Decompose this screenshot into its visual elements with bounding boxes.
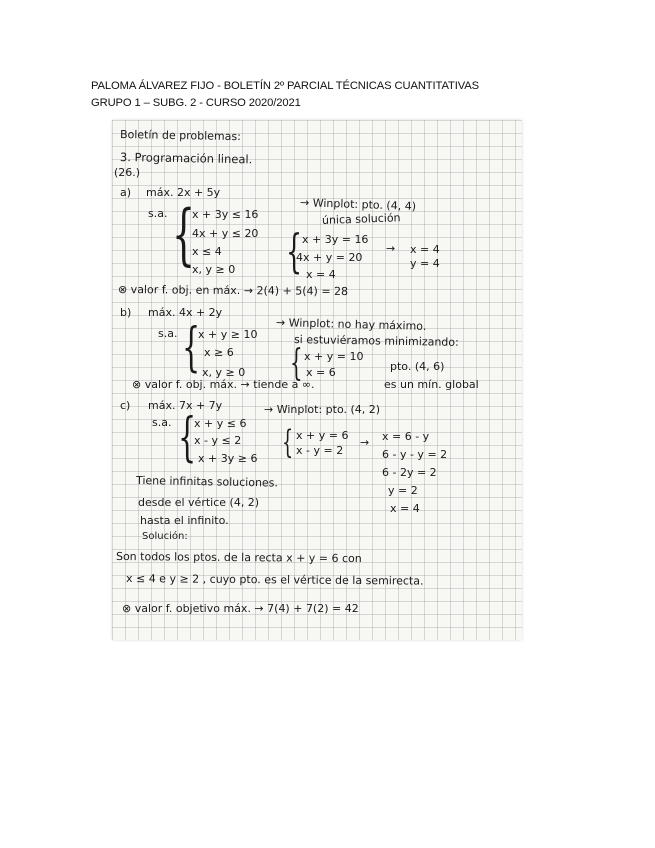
part-a-objective: máx. 2x + 5y xyxy=(146,186,221,199)
part-c-solution-1: Son todos los ptos. de la recta x + y = 6 con xyxy=(115,550,362,566)
part-b-minimizing: si estuviéramos minimizando: xyxy=(293,333,459,349)
part-b-sa: s.a. xyxy=(158,327,178,340)
part-c-work-3: 6 - 2y = 2 xyxy=(382,466,437,479)
part-c-infinite-3: hasta el infinito. xyxy=(140,514,229,527)
part-a-brace: { xyxy=(172,196,196,273)
part-c-value: ⊗ valor f. objetivo máx. → 7(4) + 7(2) = 42 xyxy=(122,602,359,615)
part-c-solution-2: x ≤ 4 e y ≥ 2 , cuyo pto. es el vértice de la semirecta. xyxy=(125,572,424,588)
part-c-constraint-3: x + 3y ≥ 6 xyxy=(198,452,258,465)
part-b-winplot: → Winplot: no hay máximo. xyxy=(275,316,427,333)
part-c-brace: { xyxy=(178,408,197,468)
part-c-infinite-2: desde el vértice (4, 2) xyxy=(138,496,260,509)
problem-number: (26.) xyxy=(114,166,141,179)
part-c-solution-label: Solución: xyxy=(142,531,188,542)
part-a-system-3: x = 4 xyxy=(306,268,336,281)
part-b-constraint-2: x ≥ 6 xyxy=(204,346,234,359)
part-c-work-5: x = 4 xyxy=(390,502,420,515)
part-a-system-brace: { xyxy=(286,224,303,278)
part-b-system-1: x + y = 10 xyxy=(304,350,364,363)
part-c-winplot: → Winplot: pto. (4, 2) xyxy=(264,403,381,416)
notes-subtitle: 3. Programación lineal. xyxy=(119,150,253,167)
part-b-label: b) xyxy=(120,306,132,319)
part-a-constraint-3: x ≤ 4 xyxy=(192,245,222,258)
part-a-constraint-4: x, y ≥ 0 xyxy=(192,263,236,276)
part-b-objective: máx. 4x + 2y xyxy=(148,306,223,319)
part-a-system-1: x + 3y = 16 xyxy=(302,233,369,246)
part-a-constraint-2: 4x + y ≤ 20 xyxy=(192,227,259,240)
part-a-system-2: 4x + y = 20 xyxy=(296,251,363,264)
document-header xyxy=(91,78,479,112)
header-line-1: PALOMA ÁLVAREZ FIJO - BOLETÍN 2º PARCIAL TÉCNICAS CUANTITATIVAS xyxy=(91,80,479,92)
part-b-system-2: x = 6 xyxy=(306,366,336,379)
part-a-sa: s.a. xyxy=(148,207,168,220)
part-c-infinite-1: Tiene infinitas soluciones. xyxy=(135,474,279,490)
part-c-objective: máx. 7x + 7y xyxy=(148,399,223,412)
part-b-constraint-3: x, y ≥ 0 xyxy=(202,366,246,379)
part-c-constraint-2: x - y ≤ 2 xyxy=(194,434,242,447)
part-b-global-min: es un mín. global xyxy=(384,378,479,391)
part-b-point: pto. (4, 6) xyxy=(390,360,445,373)
part-a-value: ⊗ valor f. obj. en máx. → 2(4) + 5(4) = 28 xyxy=(117,283,349,299)
part-b-value: ⊗ valor f. obj. máx. → tiende a ∞. xyxy=(132,378,315,391)
part-c-system-1: x + y = 6 xyxy=(296,429,349,442)
part-b-brace: { xyxy=(182,318,201,378)
part-c-system-2: x - y = 2 xyxy=(296,444,344,457)
part-c-work-4: y = 2 xyxy=(388,484,418,497)
part-a-arrow: → xyxy=(386,242,396,255)
part-a-result-x: x = 4 xyxy=(410,243,440,256)
part-a-unique-solution: única solución xyxy=(321,211,401,227)
part-a-winplot: → Winplot: pto. (4, 4) xyxy=(299,196,417,214)
part-c-system-brace: { xyxy=(282,423,294,461)
part-b-constraint-1: x + y ≥ 10 xyxy=(198,328,258,341)
part-c-work-1: x = 6 - y xyxy=(382,430,430,443)
part-c-sa: s.a. xyxy=(152,416,172,429)
part-a-label: a) xyxy=(120,186,132,199)
part-a-constraint-1: x + 3y ≤ 16 xyxy=(192,208,259,221)
handwritten-notes-photo xyxy=(112,120,522,640)
part-c-work-2: 6 - y - y = 2 xyxy=(382,448,448,461)
part-a-result-y: y = 4 xyxy=(410,257,440,270)
notes-title: Boletín de problemas: xyxy=(119,128,241,144)
part-c-arrow: → xyxy=(360,436,370,449)
part-c-constraint-1: x + y ≤ 6 xyxy=(194,417,247,430)
part-c-label: c) xyxy=(120,399,131,412)
part-b-system-brace: { xyxy=(290,343,303,384)
header-line-2: GRUPO 1 – SUBG. 2 - CURSO 2020/2021 xyxy=(91,97,301,109)
